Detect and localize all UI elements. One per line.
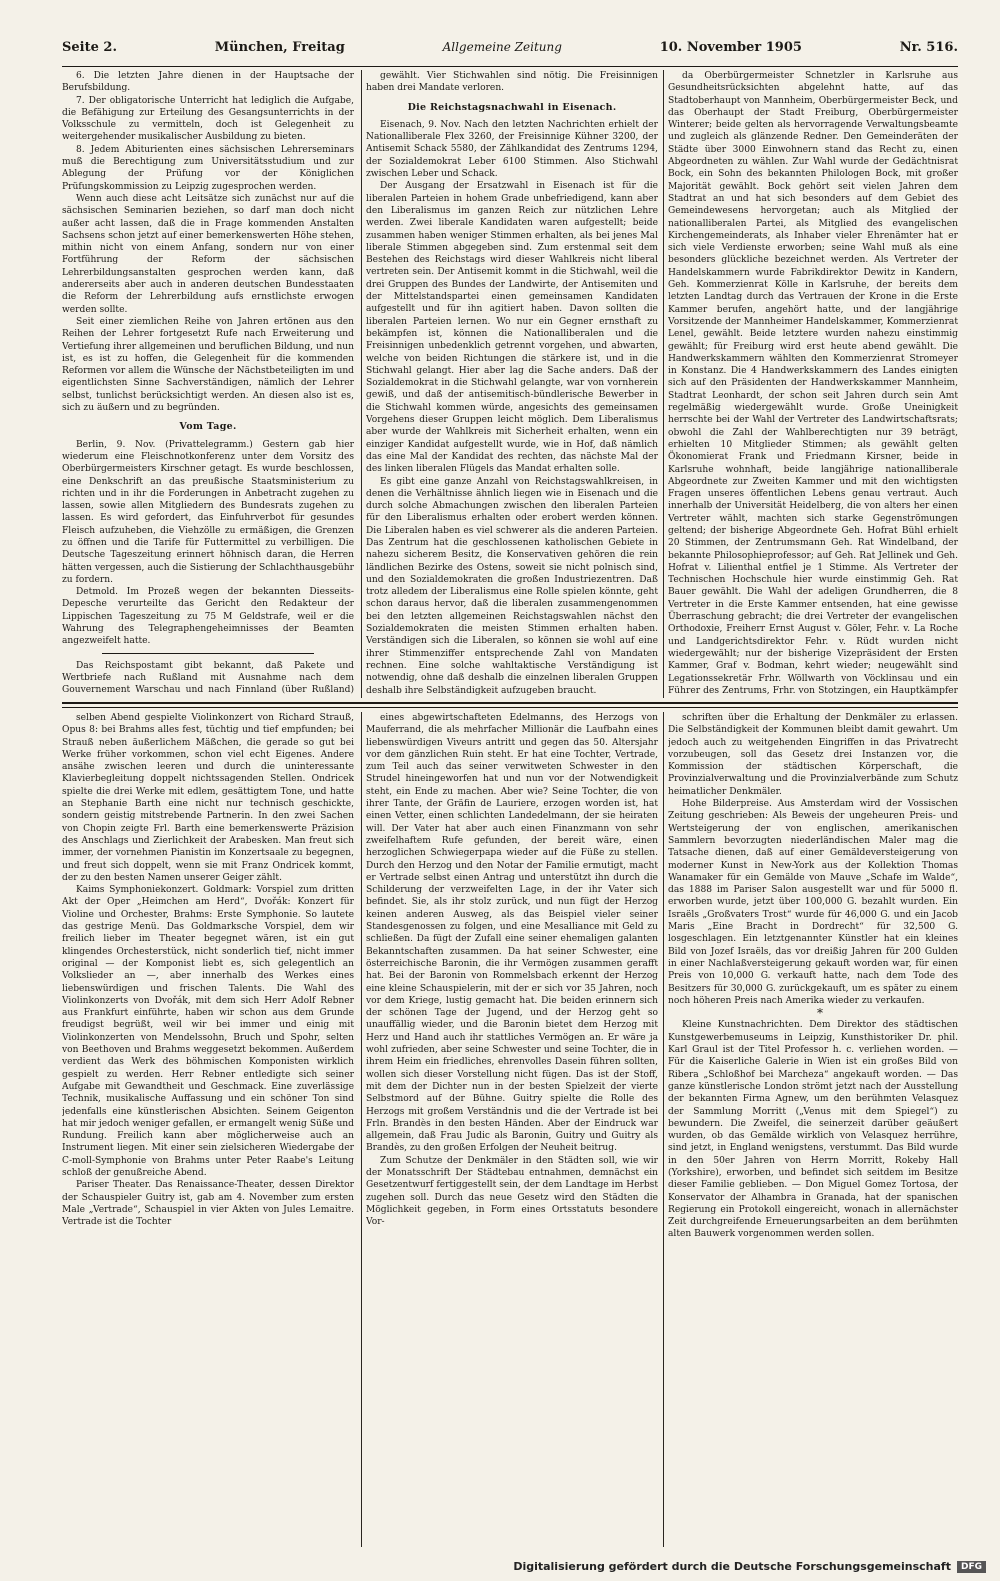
issue-date: 10. November 1905 (659, 40, 802, 55)
top-column-2 (366, 70, 658, 698)
bottom-column-2 (366, 712, 658, 1547)
paragraph: gewählt. Vier Stichwahlen sind nötig. Die Freisinnigen haben drei Mandate verloren. (366, 71, 658, 94)
paragraph: schriften über die Erhaltung der Denkmäler zu erlassen. Die Selbständigkeit der Kommunen bleibt damit gewahrt. Um jedoch auch zu weitgehenden Eingriffen in das Privatrecht vorzubeugen, soll das Gesetz drei Instanzen vor, die Kommission der städtischen Körperschaft, die Provinzialverwaltung und die Provinzialverbände zum Schutz heimatlicher Denkmäler. (668, 713, 958, 797)
paragraph: Der Ausgang der Ersatzwahl in Eisenach ist für die liberalen Parteien in hohem Grade unbefriedigend, kann aber den Liberalismus im ganzen Reich zur nützlichen Lehre werden. Zwei liberale Kandidaten waren aufgestellt; beide zusammen haben weniger Stimmen erhalten, als bei jenes Mal liberale Stimmen abgegeben sind. Zum erstenmal seit dem Bestehen des Reichstags wird dieser Wahlkreis nicht liberal vertreten sein. Der Antisemit kommt in die Stichwahl, weil die drei Gruppen des Bundes der Landwirte, der Antisemiten und der Mittelstandspartei einen gemeinsamen Kandidaten aufgestellt und für ihn agitiert haben. Davon sollten die liberalen Parteien lernen. Wo nur ein Gegner ernsthaft zu bekämpfen ist, können die Nationalliberalen und die Freisinnigen unbedenklich getrennt vorgehen, und abwarten, welche von beiden Richtungen die stärkere ist, und in die Stichwahl gelangt. Hier aber lag die Sache anders. Daß der Sozialdemokrat in die Stichwahl gelangte, war von vornherein gewiß, und daß der antisemitisch-bündlerische Bewerber in die Stichwahl kommen würde, angesichts des gemeinsamen Vorgehens dieser Gruppen leicht möglich. Dem Liberalismus aber wurde der Wahlkreis mit Sicherheit erhalten, wenn ein einziger Kandidat aufgestellt wurde, wie in Hof, daß nämlich das eine Mal der Kandidat des rechten, das nächste Mal der des linken liberalen Flügels das Mandat erhalten solle. (366, 181, 658, 475)
credit-text: Digitalisierung gefördert durch die Deutsche Forschungsgemeinschaft (513, 1560, 951, 1573)
paragraph: eines abgewirtschafteten Edelmanns, des Herzogs von Mauferrand, die als mehrfacher Millionär die Laufbahn eines liebenswürdigen Viveurs antritt und gegen das 50. Altersjahr vor dem gänzlichen Ruin steht. Er hat eine Tochter, Vertrade, zum Teil auch das seiner verwitweten Schwester in den Strudel hineingeworfen hat und nun vor der Notwendigkeit steht, ein Ende zu machen. Aber wie? Seine Tochter, die von ihrer Tante, der Gräfin de Lauriere, erzogen worden ist, hat einen Vetter, einen schlichten Landedelmann, der sie heiraten will. Der Vater hat aber auch einen Finanzmann von sehr zweifelhaftem Rufe gefunden, der bereit wäre, einen herzoglichen Schwiegerpapa wieder auf die Füße zu stellen. Durch den Herzog und den Notar der Familie ermutigt, macht er Vertrade selbst einen Antrag und unterstützt ihn durch die Schilderung der verzweifelten Lage, in der ihr Vater sich befindet. Sie, als ihr stolz zurück, und nun fügt der Herzog keinen anderen Ausweg, als das Beispiel vieler seiner Standesgenossen zu folgen, und eine Mesalliance mit Geld zu schließen. Da fügt der Zufall eine seiner ehemaligen galanten Bekanntschaften zusammen. Da hat seiner Schwester, eine österreichische Baronin, die ihr Vermögen zusammen gerafft hat. Bei der Baronin von Rommelsbach erkennt der Herzog eine kleine Schauspielerin, mit der er sich vor 35 Jahren, noch vor dem Kriege, lustig gemacht hat. Die beiden erinnern sich der schönen Tage der Jugend, und der Herzog geht so unauffällig wieder, und die Baronin bietet dem Herzog mit Herz und Hand auch ihr stattliches Vermögen an. Er wäre ja wohl zufrieden, aber seine Schwester und seine Tochter, die in ihrem Heim ein friedliches, ehrenvolles Dasein führen sollten, wollen sich dieser Vorstellung nicht fügen. Das ist der Stoff, mit dem der Dichter nun in der besten Spielzeit der vierte Selbstmord auf der Bühne. Guitry spielte die Rolle des Herzogs mit großem Verständnis und die der Vertrade ist bei Frln. Brandès in den besten Händen. Aber der Eindruck war allgemein, daß Frau Judic als Baronin, Guitry und Guitry als Brandès, zu den großen Erfolgen der Neuheit beitrug. (366, 713, 658, 1154)
issue-number: Nr. 516. (899, 40, 958, 55)
paragraph: Das Reichspostamt gibt bekannt, daß Pakete und Wertbriefe nach Rußland mit Ausnahme nach dem Gouvernement Warschau und nach Finnland (über Rußland) (62, 660, 354, 696)
paragraph: da Oberbürgermeister Schnetzler in Karlsruhe aus Gesundheitsrücksichten abgelehnt hatte, auf das Stadtoberhaupt von Mannheim, Oberbürgermeister Beck, und das Oberhaupt der Stadt Freiburg, Oberbürgermeister Winterer; beide gelten als hervorragende Verwaltungsbeamte und zugleich als glänzende Redner. Den Gemeinderäten der Städte über 3000 Einwohnern stand das Recht zu, einen Abgeordneten zu wählen. Zur Wahl wurde der Gedächtnisrat Bock, ein Sohn des bekannten Philologen Bock, mit großer Majorität gewählt. Bock gehört seit vielen Jahren dem Stadtrat an und hat sich besonders auf dem Gebiet des Gemeindewesens hervorgetan; auch als Mitglied der nationalliberalen Partei, als Mitglied des evangelischen Kirchengemeinderats, als Inhaber vieler Ehrenämter hat er sich viele Verdienste erworben; seine Wahl muß als eine besonders glückliche bezeichnet werden. Als Vertreter der Handelskammern wurde Fabrikdirektor Dewitz in Kandern, Geh. Kommerzienrat Kölle in Karlsruhe, der bereits dem letzten Landtag durch das Vertrauen der Krone in die Erste Kammer berufen, angehört hatte, und der langjährige Vorsitzende der Mannheimer Handelskammer, Kommerzienrat Lenel, gewählt. Beide letztere wurden nahezu einstimmig gewählt; für Freiburg wird erst heute abend gewählt. Die Handwerkskammern wählten den Kommerzienrat Stromeyer in Konstanz. Die 4 Handwerkskammern des Landes einigten sich auf den Präsidenten der Handwerkskammer Mannheim, Stadtrat Leonhardt, der schon seit Jahren durch sein Amt regelmäßig wiedergewählt wurde. Große Uneinigkeit herrschte bei der Wahl der Vertreter des Landwirtschaftsrats; obwohl die Zahl der Wahlberechtigten nur 39 beträgt, erhielten 10 Mitglieder Stimmen; als gewählt gelten Ökonomierat Frank und Friedmann Kirsner, beide in Karlsruhe wohnhaft, beide langjährige nationalliberale Abgeordnete zur Zweiten Kammer und mit den wichtigsten Fragen unseres öffentlichen Lebens genau vertraut. Auch innerhalb der Universität Heidelberg, die von alters her einen Vertreter wählt, machten sich starke Gegenströmungen geltend; der bisherige Abgeordnete Geh. Hofrat Bühl erhielt 20 Stimmen, der Zentrumsmann Geh. Rat Windelband, der bekannte Philosophieprofessor; auf Geh. Rat Jellinek und Geh. Hofrat v. Lilienthal entfiel je 1 Stimme. Als Vertreter der Technischen Hochschule hier wurde einstimmig Geh. Rat Bauer gewählt. Die Wahl der adeligen Grundherren, die 8 Vertreter in die Erste Kammer entsenden, hat eine gewisse Überraschung gebracht; die drei Vertreter der evangelischen Orthodoxie, Freiherr Ernst August v. Göler, Fehr. v. La Roche und Landgerichtsdirektor Fehr. v. Rüdt wurden nicht wiedergewählt; nur der bisherige Vizepräsident der Ersten Kammer, Graf v. Bodman, kehrt wieder; neugewählt sind Legationssekretär Frhr. Wöllwarth von Vöcklinsau und ein Führer des Zentrums, Frhr. von Stotzingen, ein Hauptkämpfer (668, 71, 958, 696)
bottom-column-3 (668, 712, 958, 1547)
paragraph: Pariser Theater. Das Renaissance-Theater, dessen Direktor der Schauspieler Guitry ist, gab am 4. November zum ersten Male „Vertrade“, Schauspiel in vier Akten von Jules Lemaitre. Vertrade ist die Tochter (62, 1180, 354, 1228)
newspaper-name: Allgemeine Zeitung (442, 40, 562, 54)
paragraph: 6. Die letzten Jahre dienen in der Hauptsache der Berufsbildung. (62, 71, 354, 94)
column-separator (361, 712, 362, 1547)
paragraph: Berlin, 9. Nov. (Privattelegramm.) Gestern gab hier wiederum eine Fleischnotkonferenz unter dem Vorsitz des Oberbürgermeisters Kirschner getagt. Es wurde beschlossen, eine Denkschrift an das preußische Staatsministerium zu richten und in ihr die Forderungen in Anbetracht zugehen zu lassen, sowie allen Mitgliedern des Bundesrats zugehen zu lassen. Es wird gefordert, das Einfuhrverbot für gesundes Fleisch aufzuheben, die Viehzölle zu ermäßigen, die Grenzen zu öffnen und die Tarife für Futtermittel zu verbilligen. Die Deutsche Tageszeitung erinnert höhnisch daran, die Herren hätten vergessen, auch die Sistierung der Schlachthausgebühr zu fordern. (62, 439, 354, 585)
divider (102, 653, 314, 654)
paragraph: Eisenach, 9. Nov. Nach den letzten Nachrichten erhielt der Nationalliberale Flex 3260, der Freisinnige Kühner 3200, der Antisemit Schack 5580, der Zählkandidat des Zentrums 1294, der Sozialdemokrat Leber 6100 Stimmen. Also Stichwahl zwischen Leber und Schack. (366, 119, 658, 180)
column-separator (663, 70, 664, 698)
dfg-logo-icon: DFG (957, 1561, 986, 1573)
paragraph: Seit einer ziemlichen Reihe von Jahren ertönen aus den Reihen der Lehrer fortgesetzt Rufe nach Erweiterung und Vertiefung ihrer allgemeinen und beruflichen Bildung, und nun ist, es ist zu hoffen, die Gelegenheit für die kommenden Reformen vor allem die Wünsche der Nächstbeteiligten im und eigentlichsten Sinne Sachverständigen, nämlich der Lehrer selbst, tunlichst berücksichtigt werden. An diesen also ist es, sich zu äußern und zu begründen. (62, 316, 354, 414)
paragraph: Wenn auch diese acht Leitsätze sich zunächst nur auf die sächsischen Seminarien beziehen, so darf man doch nicht außer acht lassen, daß die in Frage kommenden Anstalten Sachsens schon jetzt auf einer bemerkenswerten Höhe stehen, mithin nicht von einem Anfang, sondern nur von einer Fortführung der Reform der sächsischen Lehrerbildungsanstalten gesprochen werden kann, daß andererseits aber auch in anderen deutschen Bundesstaaten die Reform der Lehrerbildung aufs ernstlichste erwogen werden sollte. (62, 193, 354, 315)
page-number: Seite 2. (62, 40, 117, 55)
column-separator (361, 70, 362, 698)
section-star: * (817, 1006, 823, 1021)
digitization-credit (513, 1560, 986, 1573)
top-column-1 (62, 70, 354, 698)
paragraph: Es gibt eine ganze Anzahl von Reichstagswahlkreisen, in denen die Verhältnisse ähnlich liegen wie in Eisenach und die durch solche Abmachungen zwischen den liberalen Parteien für den Liberalismus erhalten oder erobert werden können. Die Liberalen haben es viel schwerer als die anderen Parteien. Das Zentrum hat die geschlossenen katholischen Gebiete in nahezu sicherem Besitz, die Konservativen gehören die rein ländlichen Bezirke des Ostens, soweit sie nicht polnisch sind, und den Sozialdemokraten die großen Industriezentren. Daß trotz alledem der Liberalismus eine Rolle spielen könnte, geht schon daraus hervor, daß die liberalen zusammengenommen bei den letzten allgemeinen Reichstagswahlen nächst den Sozialdemokraten die meisten Stimmen erhalten haben. Verständigen sich die Liberalen, so können sie wohl auf eine ihrer Stimmenziffer entsprechende Zahl von Mandaten rechnen. Eine solche wahltaktische Verständigung ist notwendig, ohne daß deshalb die einzelnen liberalen Gruppen deshalb ihre Selbständigkeit aufzugeben braucht. (366, 476, 658, 696)
bottom-column-1 (62, 712, 354, 1547)
paragraph: 7. Der obligatorische Unterricht hat lediglich die Aufgabe, die Befähigung zur Erteilung des Gesangsunterrichts in der Volksschule zu vermitteln, doch ist Gelegenheit zu weitergehender musikalischer Ausbildung zu bieten. (62, 95, 354, 143)
paragraph: Kaims Symphoniekonzert. Goldmark: Vorspiel zum dritten Akt der Oper „Heimchen am Herd“, Dvořák: Konzert für Violine und Orchester, Brahms: Erste Symphonie. So lautete das gestrige Menü. Das Goldmarksche Vorspiel, dem wir freilich lieber im Theater begegnet wären, ist ein gut klingendes Orchesterstück, nicht sonderlich tief, nicht immer original — der Komponist liebt es, sich gelegentlich an Volkslieder an —, aber innerhalb des Werkes eines liebenswürdigen und frischen Talents. Die Wahl des Violinkonzerts von Dvořák, mit dem sich Herr Adolf Rebner aus Frankfurt einführte, haben wir schon aus dem Grunde freudigst begrüßt, weil wir bei immer und einig mit Violinkonzerten von Mendelssohn, Bruch und Spohr, selten von Beethoven und Brahms weggesetzt bekommen. Außerdem verdient das Werk des böhmischen Komponisten wirklich gespielt zu werden. Herr Rebner entledigte sich seiner Aufgabe mit Gewandtheit und Geschmack. Eine zuverlässige Technik, musikalische Auffassung und ein schöner Ton sind jedenfalls eine künstlerischen Absichten. Seinem Geigenton hat mir jedoch weniger gefallen, er ermangelt wenig Süße und Rundung. Freilich kann aber möglicherweise auch an Instrument liegen. Mit einer sein zielsicheren Wiedergabe der C-moll-Symphonie von Brahms unter Peter Raabe's Leitung schloß der genußreiche Abend. (62, 885, 354, 1178)
feuilleton-rule (62, 702, 958, 708)
section-heading: Vom Tage. (179, 421, 237, 433)
section-heading: Die Reichstagsnachwahl in Eisenach. (407, 101, 617, 113)
paragraph: Detmold. Im Prozeß wegen der bekannten Diesseits-Depesche verurteilte das Gericht den Redakteur der Lippischen Tageszeitung zu 75 M Geldstrafe, weil er die Wahrung des Telegraphengeheimnisses der Beamten angezweifelt hatte. (62, 587, 354, 647)
column-separator (663, 712, 664, 1547)
paragraph: Zum Schutze der Denkmäler in den Städten soll, wie wir der Monatsschrift Der Städtebau entnahmen, demnächst ein Gesetzentwurf fertiggestellt sein, der dem Landtage im Herbst zugehen soll. Durch das neue Gesetz wird den Städten die Möglichkeit gegeben, in Form eines Ortsstatuts besondere Vor- (366, 1155, 658, 1228)
paragraph: Hohe Bilderpreise. Aus Amsterdam wird der Vossischen Zeitung geschrieben: Als Beweis der ungeheuren Preis- und Wertsteigerung der von englischen, amerikanischen Sammlern bevorzugten niederländischen Maler mag die Tatsache dienen, daß auf einer Gemäldeversteigerung von moderner Kunst in New-York aus der Kollektion Thomas Wanamaker für ein Gemälde von Mauve „Schafe im Walde“, das 1888 im Pariser Salon ausgestellt war und für 5000 fl. erworben wurde, jetzt über 100,000 G. bezahlt wurden. Ein Israëls „Großvaters Trost“ wurde für 46,000 G. und ein Jacob Maris „Eine Bracht in Dordrecht“ für 32,500 G. losgeschlagen. Ein letztgenannter Künstler hat ein kleines Bild von Jozef Israëls, das vor dreißig Jahren für 200 Gulden in einer Nachlaßversteigerung gekauft worden war, für einen Preis von 10,000 G. verkauft hatte, nach dem Tode des Besitzers für 30,000 G. zurückgekauft, um es später zu einem noch höheren Preis nach Amerika wieder zu verkaufen. (668, 799, 958, 1006)
paragraph: Kleine Kunstnachrichten. Dem Direktor des städtischen Kunstgewerbemuseums in Leipzig, Kunsthistoriker Dr. phil. Karl Graul ist der Titel Professor h. c. verliehen worden. — Für die Kaiserliche Galerie in Wien ist ein großes Bild von Ribera „Schloßhof bei Marcheza“ angekauft worden. — Das ganze künstlerische London strömt jetzt nach der Ausstellung der bekannten Firma Agnew, um den berühmten Velasquez der Sammlung Morritt („Venus mit dem Spiegel“) zu bewundern. Die Zweifel, die seinerzeit darüber geäußert wurden, ob das Gemälde wirklich von Velasquez herrühre, sind jetzt, in England wenigstens, verstummt. Das Bild wurde in den 50er Jahren von Herrn Morritt, Rokeby Hall (Yorkshire), erworben, und befindet sich seitdem im Besitze dieser Familie geblieben. — Don Miguel Gomez Tortosa, der Konservator der Alhambra in Granada, hat der spanischen Regierung ein Protokoll eingereicht, wonach in allernächster Zeit durchgreifende Erneuerungsarbeiten an dem berühmten alten Bauwerk vorgenommen werden sollen. (668, 1020, 958, 1240)
top-column-3 (668, 70, 958, 698)
place-day: München, Freitag (214, 40, 345, 55)
page-header (62, 40, 958, 67)
paragraph: 8. Jedem Abiturienten eines sächsischen Lehrerseminars muß die Berechtigung zum Universitätsstudium und zur Ablegung der Prüfung vor der Königlichen Prüfungskommission zu Leipzig zugesprochen werden. (62, 144, 354, 192)
paragraph: selben Abend gespielte Violinkonzert von Richard Strauß, Opus 8: bei Brahms alles fest, tüchtig und tief empfunden; bei Strauß neben äußerlichem Mäßchen, die gerade so gut bei Werke früher vorkommen, schon viel echt Eigenes. Andere ansähe zwischen leeren und durch die uninteressante Klavierbegleitung doppelt nichtssagenden Stellen. Ondricek spielte die drei Werke mit edlem, gesättigtem Tone, und hatte an Stephanie Barth eine nicht nur technisch geschickte, sondern geistig mitstrebende Partnerin. In den zwei Sachen von Chopin zeigte Frl. Barth eine bemerkenswerte Präzision des Anschlags und Zierlichkeit der Arabesken. Man freut sich immer, der vornehmen Pianistin im Konzertsaale zu begegnen, und freut sich doppelt, wenn sie mit Franz Ondricek kommt, der zu den besten Namen unserer Geiger zählt. (62, 713, 354, 883)
